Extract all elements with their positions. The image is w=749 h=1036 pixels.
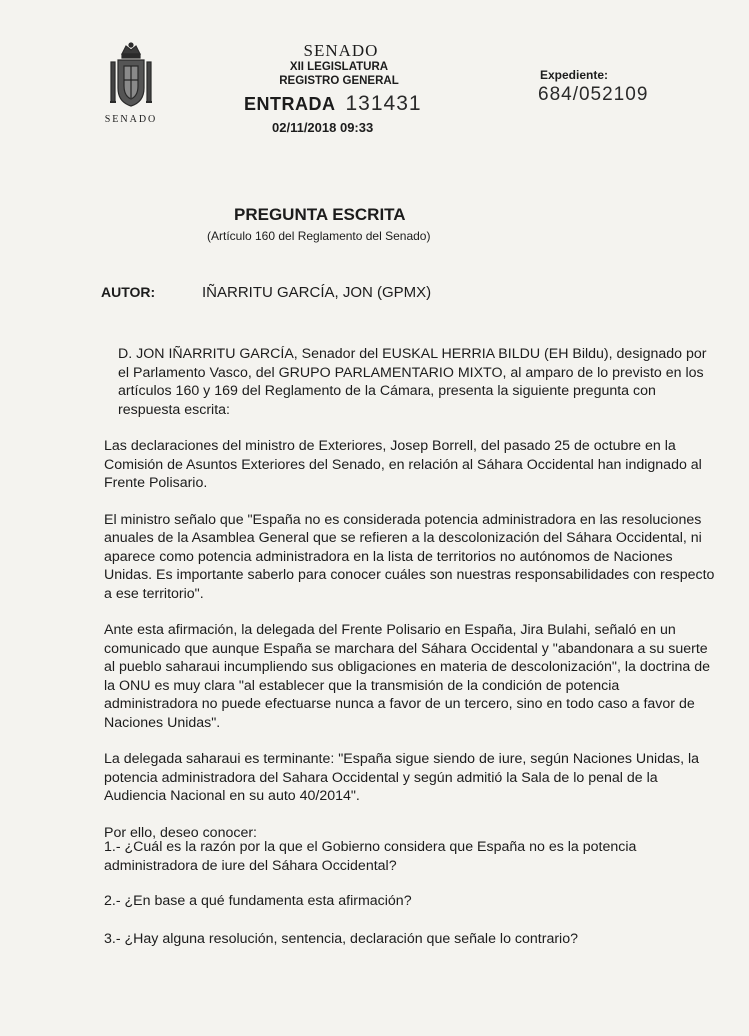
stamp-legislatura: XII LEGISLATURA [289, 61, 389, 73]
stamp-registro: REGISTRO GENERAL [279, 75, 399, 87]
question-item: 3.- ¿Hay alguna resolución, sentencia, declaración que señale lo contrario? [104, 931, 578, 947]
paragraph: Por ello, deseo conocer: [104, 824, 258, 841]
entry-datetime: 02/11/2018 09:33 [272, 120, 374, 135]
document-body [104, 345, 716, 860]
entrada-number: 131431 [345, 92, 422, 115]
autor-label: AUTOR: [101, 284, 156, 300]
expediente-number: 684/052109 [538, 84, 649, 105]
entrada-label: ENTRADA [244, 94, 336, 114]
entrada-row [244, 92, 422, 116]
document-title: PREGUNTA ESCRITA [234, 205, 406, 224]
question-item: 1.- ¿Cuál es la razón por la que el Gobierno considera que España no es la potencia administradora de iure del Sáhara Occidental? [104, 839, 637, 874]
coat-of-arms-icon [100, 40, 162, 112]
paragraph: D. JON IÑARRITU GARCÍA, Senador del EUSKAL HERRIA BILDU (EH Bildu), designado por el Parlamento Vasco, del GRUPO PARLAMENTARIO MIXTO, al amparo de lo previsto en los artículos 160 y 169 del Reglamento de la Cámara, presenta la siguiente pregunta con respuesta escrita: [118, 346, 707, 418]
stamp-title: SENADO [303, 41, 379, 60]
question-item: 2.- ¿En base a qué fundamenta esta afirmación? [104, 893, 412, 909]
autor-value: IÑARRITU GARCÍA, JON (GPMX) [202, 284, 432, 301]
expediente-label: Expediente: [540, 68, 609, 82]
paragraph: La delegada saharaui es terminante: "España sigue siendo de iure, según Naciones Unidas, la potencia administradora del Sahara Occidental y según admitió la Sala de lo penal de la Audiencia Nacional en su auto 40/2014". [104, 751, 699, 804]
seal-label: SENADO [104, 114, 158, 125]
document-subtitle: (Artículo 160 del Reglamento del Senado) [207, 229, 431, 243]
paragraph: El ministro señalo que "España no es considerada potencia administradora en las resoluciones anuales de la Asamblea General que se refieren a la descolonización del Sáhara Occidental, ni aparece como potencia administradora en la lista de territorios no autónomos de Naciones Unidas. Es importante saberlo para conocer cuáles son nuestras responsabilidades con respecto a ese territorio". [104, 511, 715, 602]
paragraph: Ante esta afirmación, la delegada del Frente Polisario en España, Jira Bulahi, señaló en un comunicado que aunque España se marchara del Sáhara Occidental y "abandonara a su suerte al pueblo saharaui incumpliendo sus obligaciones en materia de descolonización", la doctrina de la ONU es muy clara "al establecer que la transmisión de la condición de potencia administradora no puede efectuarse nunca a favor de un tercero, sino en todo caso a favor de Naciones Unidas". [104, 622, 711, 731]
senado-seal [100, 40, 162, 130]
paragraph: Las declaraciones del ministro de Exteriores, Josep Borrell, del pasado 25 de octubre en la Comisión de Asuntos Exteriores del Senado, en relación al Sáhara Occidental han indignado al Frente Polisario. [104, 438, 702, 491]
registry-stamp [236, 42, 436, 88]
